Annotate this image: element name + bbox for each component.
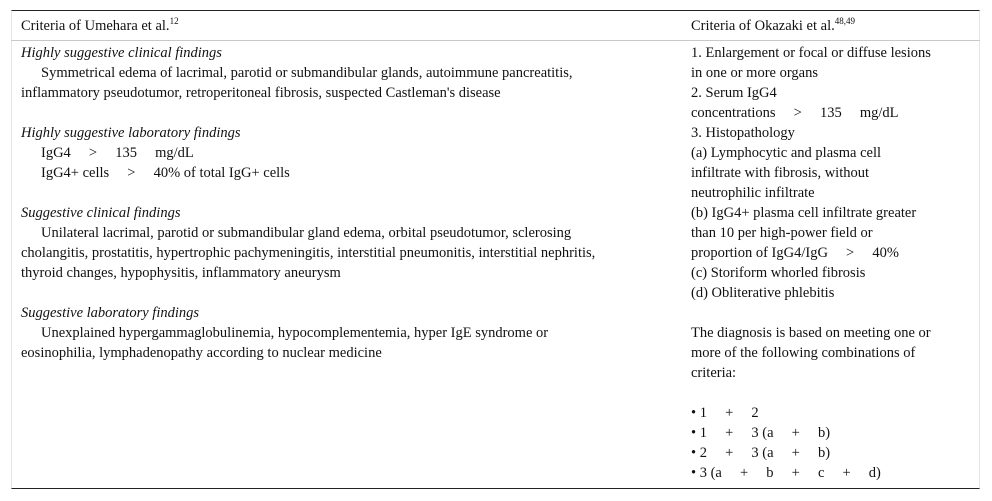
diagnosis-text: criteria: bbox=[691, 365, 737, 381]
section-title: Highly suggestive clinical findings bbox=[21, 45, 222, 61]
section-title: Highly suggestive laboratory findings bbox=[21, 125, 241, 141]
criteria-text: (a) Lymphocytic and plasma cell bbox=[691, 145, 882, 161]
combination-item: • 1 + 2 bbox=[691, 405, 759, 421]
section-text: Unilateral lacrimal, parotid or submandibular gland edema, orbital pseudotumor, sclerosing bbox=[41, 225, 572, 241]
combination-item: • 1 + 3 (a + b) bbox=[691, 425, 831, 441]
section-text: Unexplained hypergammaglobulinemia, hypocomplementemia, hyper IgE syndrome or bbox=[41, 325, 549, 341]
criteria-text: (d) Obliterative phlebitis bbox=[691, 285, 835, 301]
section-text: cholangitis, prostatitis, hypertrophic pachymeningitis, interstitial pneumonitis, interstitial nephritis, bbox=[21, 245, 596, 261]
criteria-text: proportion of IgG4/IgG > 40% bbox=[691, 245, 899, 261]
section-title: Suggestive clinical findings bbox=[21, 205, 181, 221]
section-text: inflammatory pseudotumor, retroperitoneal fibrosis, suspected Castleman's disease bbox=[21, 85, 501, 101]
criteria-text: infiltrate with fibrosis, without bbox=[691, 165, 870, 181]
section-text: IgG4 > 135 mg/dL bbox=[41, 145, 194, 161]
criteria-text: (c) Storiform whorled fibrosis bbox=[691, 265, 866, 281]
section-text: thyroid changes, hypophysitis, inflammatory aneurysm bbox=[21, 265, 341, 281]
umehara-header: Criteria of Umehara et al.$^{12}$ bbox=[21, 16, 179, 34]
combination-item: • 2 + 3 (a + b) bbox=[691, 445, 831, 461]
criteria-text: concentrations > 135 mg/dL bbox=[691, 105, 899, 121]
diagnosis-text: more of the following combinations of bbox=[691, 345, 916, 361]
diagnosis-text: The diagnosis is based on meeting one or bbox=[691, 325, 931, 341]
criteria-text: than 10 per high-power field or bbox=[691, 225, 873, 241]
section-text: IgG4+ cells > 40% of total IgG+ cells bbox=[41, 165, 290, 181]
criteria-text: in one or more organs bbox=[691, 65, 818, 81]
section-text: Symmetrical edema of lacrimal, parotid or submandibular glands, autoimmune pancreatitis, bbox=[41, 65, 573, 81]
section-title: Suggestive laboratory findings bbox=[21, 305, 200, 321]
criteria-text: neutrophilic infiltrate bbox=[691, 185, 815, 201]
section-text: eosinophilia, lymphadenopathy according to nuclear medicine bbox=[21, 345, 382, 361]
combination-item: • 3 (a + b + c + d) bbox=[691, 465, 881, 481]
criteria-text: 2. Serum IgG4 bbox=[691, 85, 777, 101]
header-divider bbox=[11, 40, 980, 41]
okazaki-header: Criteria of Okazaki et al.$^{48,49}$ bbox=[691, 16, 855, 34]
criteria-text: 1. Enlargement or focal or diffuse lesions bbox=[691, 45, 931, 61]
criteria-text: (b) IgG4+ plasma cell infiltrate greater bbox=[691, 205, 917, 221]
criteria-text: 3. Histopathology bbox=[691, 125, 795, 141]
